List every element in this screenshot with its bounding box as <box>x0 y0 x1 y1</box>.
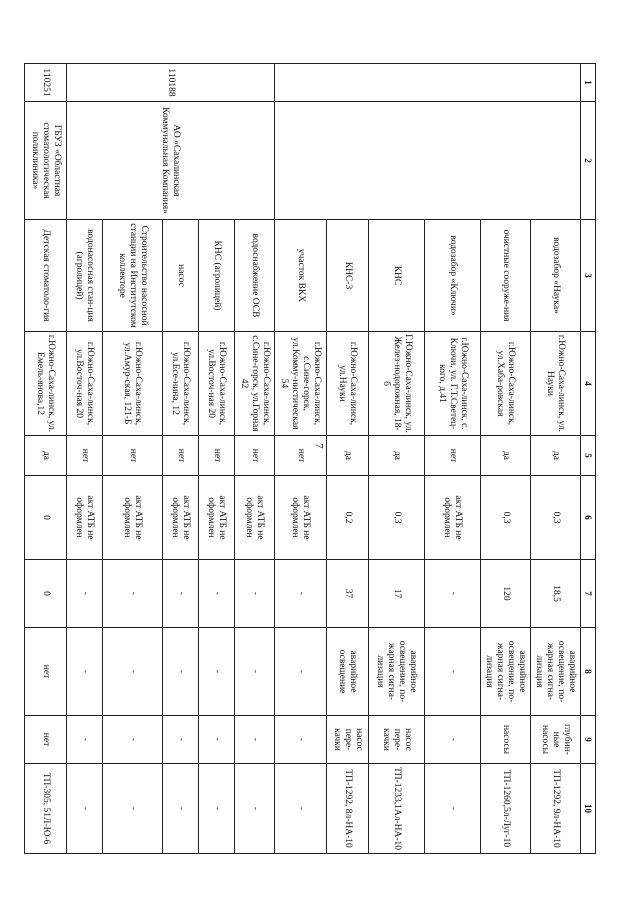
atb-flag: нет <box>199 436 235 476</box>
atb-value: 0 <box>25 476 67 560</box>
object-address: г.Южно-Саха-линск, ул. Науки <box>531 332 581 436</box>
substation: - <box>67 764 103 854</box>
power-value: - <box>67 560 103 628</box>
power-value: 37 <box>327 560 369 628</box>
atb-value: 0,3 <box>481 476 531 560</box>
object-name: водозабор «Наука» <box>531 220 581 332</box>
power-value: - <box>275 560 327 628</box>
object-address: г.Южно-Саха-линск, ул.Хаба-ровская <box>481 332 531 436</box>
atb-flag: да <box>327 436 369 476</box>
col-header: 4 <box>581 332 596 436</box>
header-row <box>581 64 596 854</box>
object-address: г.Южно-Саха-линск, ул.Амур-ская, 121-Б <box>103 332 163 436</box>
atb-value: акт АТБ не оформлен <box>103 476 163 560</box>
object-address: г.Южно-Саха-линск, с.Сине-горск, ул.Горная 42 <box>235 332 275 436</box>
atb-flag: нет <box>67 436 103 476</box>
atb-flag: да <box>481 436 531 476</box>
object-name: Строительство насосной станции на Институтском коллекторе <box>103 220 163 332</box>
atb-value: акт АТБ не оформлен <box>275 476 327 560</box>
object-name: водоснабжение ОСВ <box>235 220 275 332</box>
object-address: г.Южно-Саха-линск, ул.Есе-нина, 12 <box>163 332 199 436</box>
consumers: насос пере-качки <box>369 716 425 764</box>
power-value: 0 <box>25 560 67 628</box>
object-name: КНС-3 <box>327 220 369 332</box>
consumers: - <box>103 716 163 764</box>
objects-table <box>24 63 596 854</box>
safety-equipment: - <box>103 628 163 716</box>
atb-value: акт АТБ не оформлен <box>199 476 235 560</box>
org-name: АО «Сахалинская Коммунальная Компания» <box>67 102 275 220</box>
power-value: - <box>103 560 163 628</box>
substation: ТП-1292, 8л-НА-10 <box>327 764 369 854</box>
substation: ТП-1292, 9л-НА-10 <box>531 764 581 854</box>
atb-flag: нет <box>275 436 327 476</box>
atb-value: 0,3 <box>531 476 581 560</box>
consumers: нет <box>25 716 67 764</box>
col-header: 5 <box>581 436 596 476</box>
substation: - <box>235 764 275 854</box>
object-name: участок ВКХ <box>275 220 327 332</box>
object-address: г.Южно-Саха-линск, с.Сине-горск, ул.Комму-нистическая 54 <box>275 332 327 436</box>
substation: - <box>275 764 327 854</box>
empty-cell <box>275 102 581 220</box>
atb-flag: нет <box>235 436 275 476</box>
page-number: 7 <box>312 443 325 449</box>
substation: ТП-305, 51Л-Ю-6 <box>25 764 67 854</box>
safety-equipment: аварийное освещение <box>327 628 369 716</box>
consumers: - <box>275 716 327 764</box>
consumers: насосы <box>481 716 531 764</box>
col-header: 7 <box>581 560 596 628</box>
org-code: 110251 <box>25 64 67 102</box>
substation: ТП-1260,5л-Луг-10 <box>481 764 531 854</box>
col-header: 3 <box>581 220 596 332</box>
org-code: 110188 <box>67 64 275 102</box>
object-address: г.Южно-Саха-линск, ул. Емель-янова,12 <box>25 332 67 436</box>
col-header: 10 <box>581 764 596 854</box>
power-value: 18,5 <box>531 560 581 628</box>
consumers: - <box>425 716 481 764</box>
object-address: г.Южно-Саха-линск, ул.Науки <box>327 332 369 436</box>
atb-value: акт АТБ не оформлен <box>67 476 103 560</box>
consumers: - <box>235 716 275 764</box>
col-header: 6 <box>581 476 596 560</box>
substation: - <box>425 764 481 854</box>
table-row <box>25 64 67 854</box>
object-address: Г.Южно-Саха-линск, ул. Желез-нодорожная, 18-б <box>369 332 425 436</box>
object-name: очистные сооруже-ния <box>481 220 531 332</box>
safety-equipment: - <box>67 628 103 716</box>
safety-equipment: - <box>235 628 275 716</box>
col-header: 9 <box>581 716 596 764</box>
atb-value: акт АТБ не оформлен <box>425 476 481 560</box>
safety-equipment: аварийное освещение, по-жарная сигна-лизация <box>531 628 581 716</box>
atb-value: акт АТБ не оформлен <box>235 476 275 560</box>
safety-equipment: - <box>275 628 327 716</box>
col-header: 8 <box>581 628 596 716</box>
power-value: - <box>199 560 235 628</box>
object-address: г.Южно-Саха-линск, ул.Восточ-ная 20 <box>199 332 235 436</box>
consumers: насос пере-качки <box>327 716 369 764</box>
object-name: КНС (агролицей) <box>199 220 235 332</box>
safety-equipment: - <box>199 628 235 716</box>
object-name: Детская стоматоло-гия <box>25 220 67 332</box>
object-name: насос <box>163 220 199 332</box>
atb-flag: нет <box>163 436 199 476</box>
object-name: водонасосная стан-ция (агролицей) <box>67 220 103 332</box>
atb-value: 0,2 <box>327 476 369 560</box>
power-value: 17 <box>369 560 425 628</box>
atb-value: акт АТБ не оформлен <box>163 476 199 560</box>
atb-flag: да <box>25 436 67 476</box>
consumers: - <box>67 716 103 764</box>
consumers: - <box>163 716 199 764</box>
substation: - <box>199 764 235 854</box>
rotated-page <box>30 63 596 853</box>
atb-flag: да <box>369 436 425 476</box>
empty-cell <box>275 64 581 102</box>
col-header: 1 <box>581 64 596 102</box>
table-row <box>531 64 581 854</box>
org-name: ГБУЗ «Областная стоматологическая поликлиника» <box>25 102 67 220</box>
consumers: - <box>199 716 235 764</box>
object-address: г.Южно-Саха-линск, ул.Восточ-ная 20 <box>67 332 103 436</box>
object-name: водозабор «Ключи» <box>425 220 481 332</box>
object-address: г.Южно-Саха-линск, с. Ключи, ул. Г.Т.Светец-кого, д.41 <box>425 332 481 436</box>
consumers: глубин-ные насосы <box>531 716 581 764</box>
power-value: 120 <box>481 560 531 628</box>
table-row <box>235 64 275 854</box>
safety-equipment: аварийное освещение, по-жарная сигна-лизация <box>481 628 531 716</box>
atb-flag: нет <box>103 436 163 476</box>
substation: - <box>103 764 163 854</box>
object-name: КНС <box>369 220 425 332</box>
safety-equipment: аварийное освещение, по-жарная сигна-лизация <box>369 628 425 716</box>
safety-equipment: - <box>425 628 481 716</box>
atb-flag: да <box>531 436 581 476</box>
power-value: - <box>425 560 481 628</box>
substation: ТП-1233,1Ал-НА-10 <box>369 764 425 854</box>
atb-value: 0,3 <box>369 476 425 560</box>
safety-equipment: нет <box>25 628 67 716</box>
safety-equipment: - <box>163 628 199 716</box>
power-value: - <box>163 560 199 628</box>
substation: - <box>163 764 199 854</box>
atb-flag: нет <box>425 436 481 476</box>
power-value: - <box>235 560 275 628</box>
col-header: 2 <box>581 102 596 220</box>
